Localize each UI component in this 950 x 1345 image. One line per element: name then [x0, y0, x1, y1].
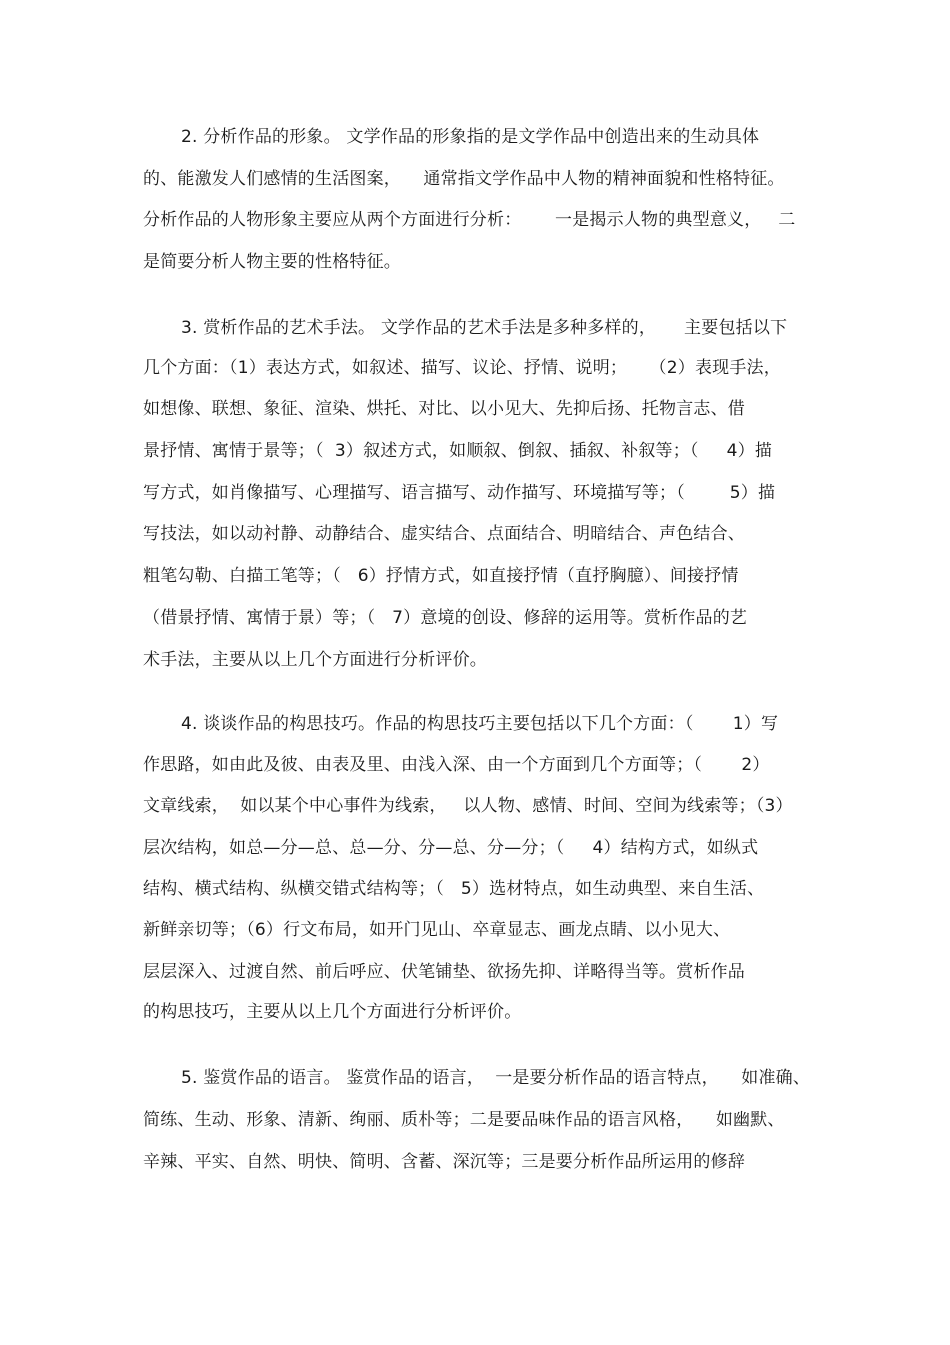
paragraph-5-line-1: 5. 鉴赏作品的语言。 鉴赏作品的语言， 一是要分析作品的语言特点， 如准确、	[181, 1068, 811, 1088]
paragraph-4-line-3: 文章线索， 如以某个中心事件为线索， 以人物、感情、时间、空间为线索等；（3）	[143, 796, 793, 816]
paragraph-4-line-8: 的构思技巧，主要从以上几个方面进行分析评价。	[143, 1002, 522, 1022]
paragraph-4-line-2: 作思路，如由此及彼、由表及里、由浅入深、由一个方面到几个方面等；（ 2）	[143, 755, 770, 775]
paragraph-5-line-3: 辛辣、平实、自然、明快、简明、含蓄、深沉等；三是要分析作品所运用的修辞	[143, 1152, 745, 1172]
paragraph-4-line-7: 层层深入、过渡自然、前后呼应、伏笔铺垫、欲扬先抑、详略得当等。赏析作品	[143, 962, 745, 982]
paragraph-4-line-1: 4. 谈谈作品的构思技巧。作品的构思技巧主要包括以下几个方面：（ 1）写	[181, 714, 779, 734]
paragraph-2-line-3: 分析作品的人物形象主要应从两个方面进行分析： 一是揭示人物的典型意义， 二	[143, 210, 796, 230]
paragraph-3-line-7: 粗笔勾勒、白描工笔等；（ 6）抒情方式，如直接抒情（直抒胸臆）、间接抒情	[143, 566, 739, 586]
paragraph-2-line-1: 2. 分析作品的形象。 文学作品的形象指的是文学作品中创造出来的生动具体	[181, 127, 760, 147]
paragraph-4-line-5: 结构、横式结构、纵横交错式结构等；（ 5）选材特点，如生动典型、来自生活、	[143, 879, 765, 899]
paragraph-3-line-6: 写技法，如以动衬静、动静结合、虚实结合、点面结合、明暗结合、声色结合、	[143, 524, 745, 544]
paragraph-5-line-2: 简练、生动、形象、清新、绚丽、质朴等；二是要品味作品的语言风格， 如幽默、	[143, 1110, 785, 1130]
paragraph-3-line-4: 景抒情、寓情于景等；（ 3）叙述方式，如顺叙、倒叙、插叙、补叙等；（ 4）描	[143, 441, 773, 461]
paragraph-2-line-4: 是简要分析人物主要的性格特征。	[143, 252, 401, 272]
paragraph-3-line-8: （借景抒情、寓情于景）等；（ 7）意境的创设、修辞的运用等。赏析作品的艺	[143, 608, 748, 628]
paragraph-3-line-9: 术手法，主要从以上几个方面进行分析评价。	[143, 650, 487, 670]
paragraph-2-line-2: 的、能激发人们感情的生活图案， 通常指文学作品中人物的精神面貌和性格特征。	[143, 169, 785, 189]
paragraph-4-line-4: 层次结构，如总—分—总、总—分、分—总、分—分；（ 4）结构方式，如纵式	[143, 838, 759, 858]
paragraph-3-line-3: 如想像、联想、象征、渲染、烘托、对比、以小见大、先抑后扬、托物言志、借	[143, 399, 745, 419]
paragraph-3-line-1: 3. 赏析作品的艺术手法。 文学作品的艺术手法是多种多样的， 主要包括以下	[181, 318, 788, 338]
paragraph-4-line-6: 新鲜亲切等；（6）行文布局，如开门见山、卒章显志、画龙点睛、以小见大、	[143, 920, 731, 940]
paragraph-3-line-2: 几个方面：（1）表达方式，如叙述、描写、议论、抒情、说明； （2）表现手法，	[143, 358, 781, 378]
paragraph-3-line-5: 写方式，如肖像描写、心理描写、语言描写、动作描写、环境描写等；（ 5）描	[143, 483, 776, 503]
